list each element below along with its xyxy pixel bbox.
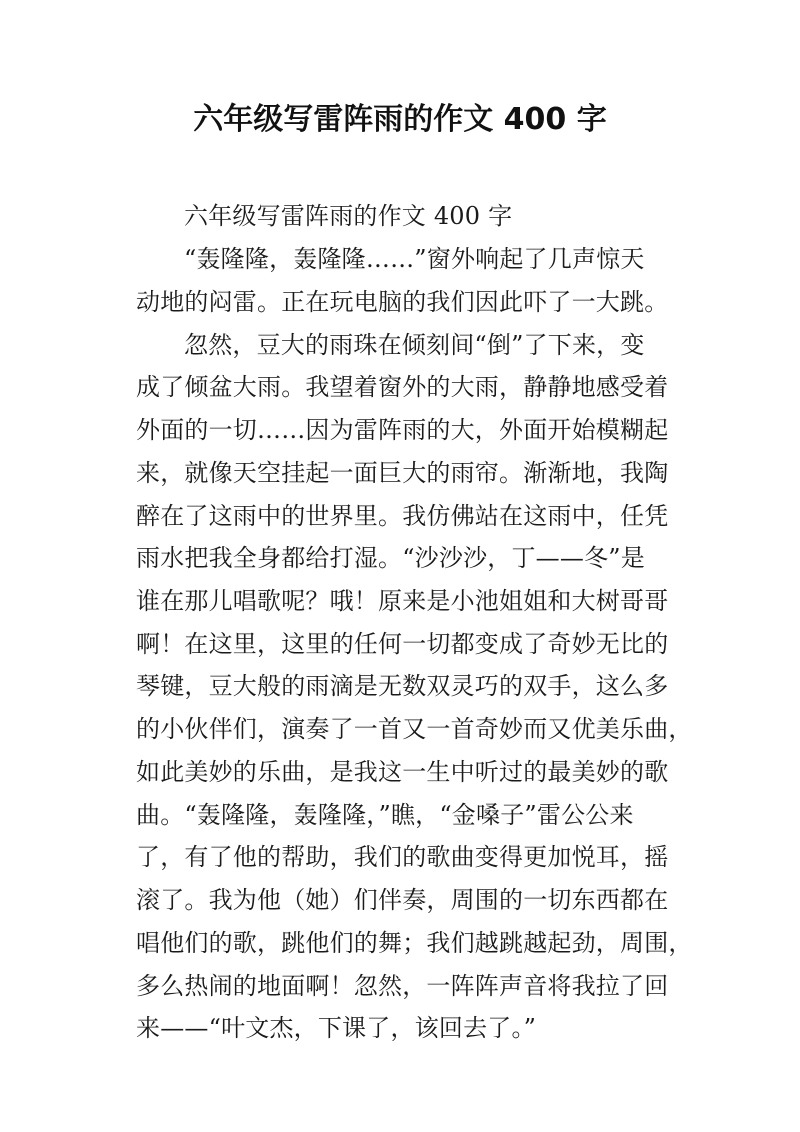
text-line: 谁在那儿唱歌呢？哦！原来是小池姐姐和大树哥哥 [136,587,669,615]
subtitle-line: 六年级写雷阵雨的作文 400 字 [184,202,513,230]
text-line: 动地的闷雷。正在玩电脑的我们因此吓了一大跳。 [136,288,669,316]
text-line: “轰隆隆，轰隆隆……”窗外响起了几声惊天 [184,245,645,273]
text-line: 如此美妙的乐曲，是我这一生中听过的最美妙的歌 [136,758,669,786]
text-line: 琴键，豆大般的雨滴是无数双灵巧的双手，这么多 [136,672,669,700]
text-line: 啊！在这里，这里的任何一切都变成了奇妙无比的 [136,630,669,658]
text-line: 外面的一切……因为雷阵雨的大，外面开始模糊起 [136,416,669,444]
text-line: 醉在了这雨中的世界里。我仿佛站在这雨中，任凭 [136,502,669,530]
text-line: 滚了。我为他（她）们伴奏，周围的一切东西都在 [136,886,669,914]
text-line: 忽然，豆大的雨珠在倾刻间“倒”了下来，变 [184,331,645,359]
text-line: 雨水把我全身都给打湿。“沙沙沙，丁——冬”是 [136,544,645,572]
text-line: 的小伙伴们，演奏了一首又一首奇妙而又优美乐曲， [136,715,693,743]
text-line: 多么热闹的地面啊！忽然，一阵阵声音将我拉了回 [136,972,669,1000]
text-line: 曲。“轰隆隆，轰隆隆，”瞧，“金嗓子”雷公公来 [136,801,634,829]
text-line: 成了倾盆大雨。我望着窗外的大雨，静静地感受着 [136,373,669,401]
text-line: 了，有了他的帮助，我们的歌曲变得更加悦耳，摇 [136,843,669,871]
text-line: 来——“叶文杰，下课了，该回去了。” [136,1014,537,1042]
text-line: 唱他们的歌，跳他们的舞；我们越跳越起劲，周围， [136,929,693,957]
document-title: 六年级写雷阵雨的作文 400 字 [193,102,607,137]
text-line: 来，就像天空挂起一面巨大的雨帘。渐渐地，我陶 [136,459,669,487]
